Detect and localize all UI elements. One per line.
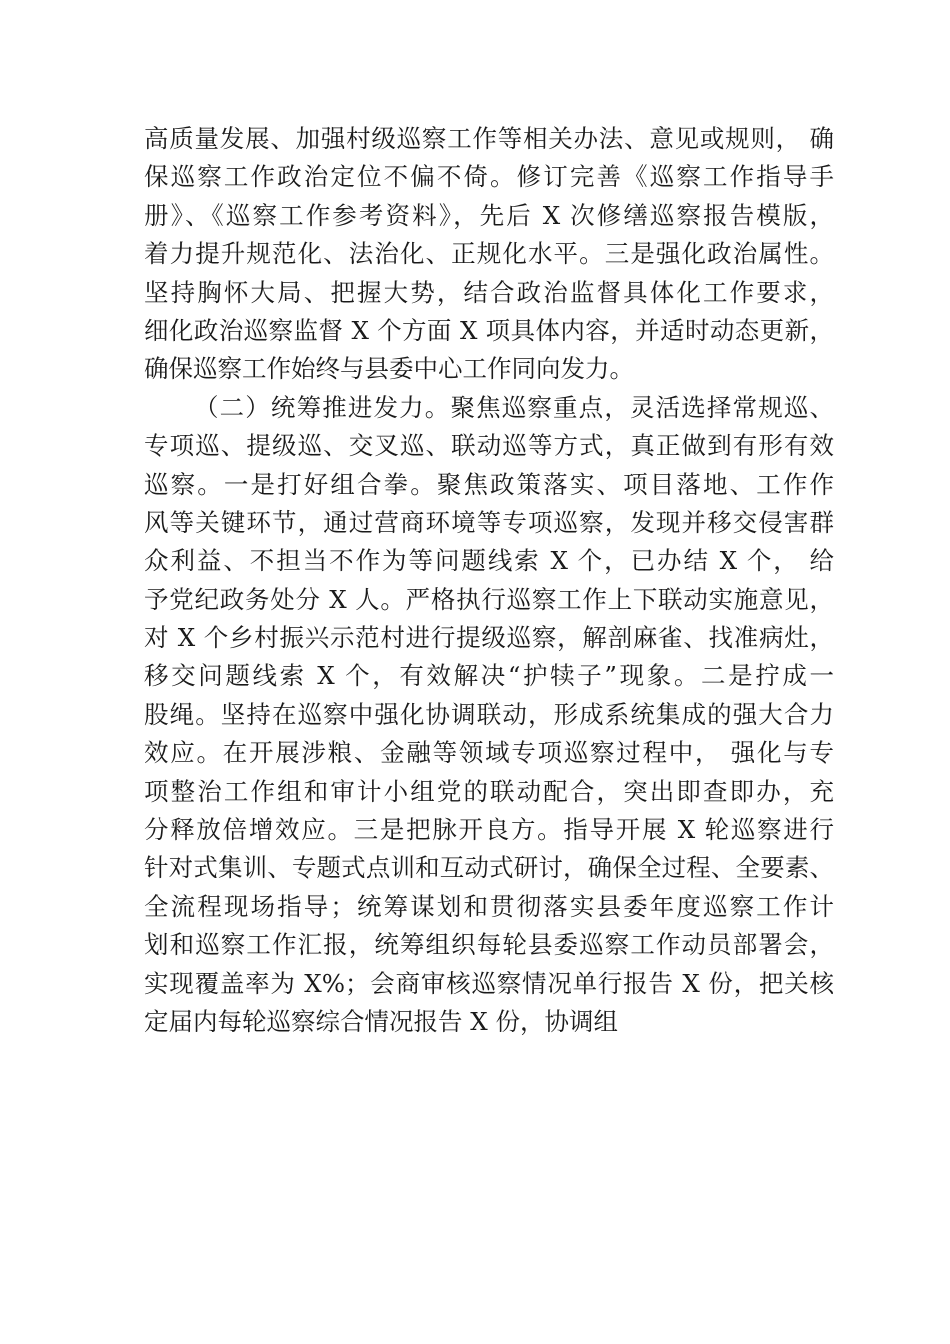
text-line: 高质量发展、加强村级巡察工作等相关办法、意见或规则， 确 [144,124,834,153]
text-line: 坚持胸怀大局、把握大势，结合政治监督具体化工作要求， [144,277,834,307]
section-heading-line: （二）统筹推进发力。聚焦巡察重点，灵活选择常规巡、 [194,392,834,422]
text-line: 册》、《巡察工作参考资料》，先后 X 次修缮巡察报告模版， [144,200,834,230]
text-line: 专项巡、提级巡、交叉巡、联动巡等方式，真正做到有形有效 [144,431,834,461]
text-line: 效应。在开展涉粮、金融等领域专项巡察过程中， 强化与专 [144,738,834,768]
text-line: 划和巡察工作汇报，统筹组织每轮县委巡察工作动员部署会， [144,930,834,960]
text-line: 股绳。坚持在巡察中强化协调联动，形成系统集成的强大合力 [144,699,834,729]
text-line: 风等关键环节，通过营商环境等专项巡察，发现并移交侵害群 [144,507,834,537]
text-line: 确保巡察工作始终与县委中心工作同向发力。 [144,354,634,384]
text-line: 实现覆盖率为 X%；会商审核巡察情况单行报告 X 份，把关核 [144,968,834,998]
text-line: 针对式集训、专题式点训和互动式研讨，确保全过程、全要素、 [144,853,834,883]
body-text [144,120,834,1041]
text-line: 定届内每轮巡察综合情况报告 X 份，协调组 [144,1006,619,1036]
text-line: 细化政治巡察监督 X 个方面 X 项具体内容，并适时动态更新， [144,315,834,345]
text-line: 予党纪政务处分 X 人。严格执行巡察工作上下联动实施意见， [144,584,834,614]
text-line: 项整治工作组和审计小组党的联动配合，突出即查即办，充 [144,776,834,806]
text-line: 众利益、不担当不作为等问题线索 X 个，已办结 X 个， 给 [144,546,834,576]
text-line: 分释放倍增效应。三是把脉开良方。指导开展 X 轮巡察进行 [144,815,834,845]
text-line: 移交问题线索 X 个，有效解决“护犊子”现象。二是拧成一 [144,661,834,691]
text-line: 全流程现场指导；统筹谋划和贯彻落实县委年度巡察工作计 [144,891,834,921]
text-line: 对 X 个乡村振兴示范村进行提级巡察，解剖麻雀、找准病灶， [144,623,834,653]
text-line: 着力提升规范化、法治化、正规化水平。三是强化政治属性。 [144,239,834,269]
text-line: 巡察。一是打好组合拳。聚焦政策落实、项目落地、工作作 [144,469,834,499]
text-line: 保巡察工作政治定位不偏不倚。修订完善《巡察工作指导手 [144,162,834,192]
